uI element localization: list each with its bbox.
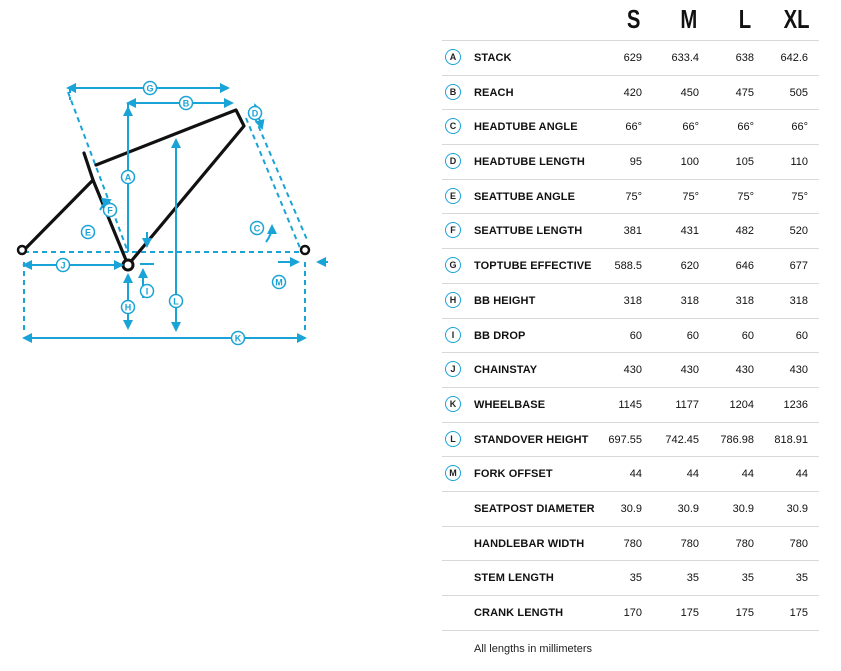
row-letter-badge: G <box>445 257 461 273</box>
row-letter-badge: B <box>445 84 461 100</box>
svg-text:A: A <box>124 172 132 183</box>
size-m-header: M <box>680 4 698 34</box>
badge-l <box>170 295 183 308</box>
row-letter-badge: I <box>445 327 461 343</box>
table-row <box>442 41 819 76</box>
dropout-front <box>301 246 309 254</box>
cell-size-s: 697.55 <box>608 433 642 446</box>
cell-size-l: 786.98 <box>720 433 754 446</box>
cell-size-s: 629 <box>623 52 642 64</box>
cell-size-l: 638 <box>735 52 754 64</box>
table-row <box>442 110 819 145</box>
cell-size-m: 100 <box>680 156 699 169</box>
row-label: HEADTUBE ANGLE <box>474 121 578 134</box>
cell-size-xl: 505 <box>789 86 808 99</box>
cell-size-xl: 430 <box>789 364 808 377</box>
table-row <box>442 457 819 492</box>
badge-b <box>180 97 193 110</box>
table-row <box>442 319 819 354</box>
dropout-rear <box>18 246 26 254</box>
cell-size-s: 420 <box>623 86 642 99</box>
row-label: WHEELBASE <box>474 398 546 411</box>
row-label: SEATPOST DIAMETER <box>474 502 595 515</box>
cell-size-xl: 1236 <box>783 398 808 411</box>
cell-size-m: 431 <box>680 225 699 238</box>
cell-size-m: 633.4 <box>671 52 699 64</box>
cell-size-l: 44 <box>741 468 754 481</box>
cell-size-s: 780 <box>623 537 642 550</box>
row-label: CHAINSTAY <box>474 364 538 377</box>
svg-text:H: H <box>124 302 132 313</box>
svg-text:M: M <box>275 277 283 288</box>
cell-size-s: 430 <box>623 364 642 377</box>
cell-size-xl: 520 <box>789 225 808 238</box>
badge-i <box>141 285 154 298</box>
table-row <box>442 249 819 284</box>
cell-size-l: 482 <box>735 225 754 238</box>
cell-size-xl: 60 <box>795 329 808 342</box>
cell-size-l: 175 <box>735 607 754 619</box>
cell-size-m: 620 <box>680 260 699 273</box>
cell-size-l: 318 <box>735 294 754 307</box>
table-row <box>442 284 819 319</box>
row-letter-badge: J <box>445 361 461 377</box>
table-row <box>442 180 819 215</box>
row-label: SEATTUBE LENGTH <box>474 225 583 238</box>
row-label: HANDLEBAR WIDTH <box>474 537 585 550</box>
row-letter-badge: C <box>445 118 461 134</box>
table-row <box>442 145 819 180</box>
row-label: HEADTUBE LENGTH <box>474 156 585 169</box>
table-row <box>442 527 819 562</box>
badge-g <box>144 82 157 95</box>
size-s-header: S <box>626 4 641 34</box>
cell-size-l: 105 <box>735 156 754 169</box>
table-row <box>442 388 819 423</box>
svg-text:K: K <box>234 333 242 344</box>
cell-size-m: 35 <box>686 572 699 585</box>
row-label: STANDOVER HEIGHT <box>474 433 589 446</box>
badge-d <box>249 107 262 120</box>
svg-text:C: C <box>253 223 261 234</box>
badge-j <box>57 259 70 272</box>
cell-size-xl: 642.6 <box>780 52 808 64</box>
cell-size-l: 430 <box>735 364 754 377</box>
svg-text:F: F <box>107 205 113 216</box>
cell-size-s: 35 <box>629 572 642 585</box>
table-row <box>442 561 819 596</box>
row-letter-badge: E <box>445 188 461 204</box>
cell-size-xl: 44 <box>795 468 808 481</box>
cell-size-m: 1177 <box>675 398 699 411</box>
cell-size-m: 780 <box>680 537 699 550</box>
cell-size-l: 66° <box>737 121 754 134</box>
cell-size-xl: 110 <box>790 156 808 169</box>
svg-text:J: J <box>60 260 66 271</box>
units-footnote: All lengths in millimeters <box>474 643 592 655</box>
badge-h <box>122 301 135 314</box>
svg-text:B: B <box>182 98 190 109</box>
svg-text:G: G <box>146 83 154 94</box>
row-letter-badge: L <box>445 431 461 447</box>
cell-size-s: 381 <box>623 225 642 238</box>
row-letter-badge: K <box>445 396 461 412</box>
row-label: BB DROP <box>474 329 526 342</box>
row-letter-badge: D <box>445 153 461 169</box>
badge-m <box>273 276 286 289</box>
row-label: TOPTUBE EFFECTIVE <box>474 260 592 273</box>
table-row <box>442 596 819 631</box>
cell-size-m: 44 <box>686 468 699 481</box>
svg-text:D: D <box>251 108 259 119</box>
bottom-bracket <box>123 260 133 270</box>
size-xl-header: XL <box>783 4 810 34</box>
cell-size-xl: 780 <box>789 537 808 550</box>
cell-size-m: 175 <box>680 607 699 619</box>
cell-size-s: 170 <box>623 607 642 619</box>
cell-size-l: 1204 <box>729 398 754 411</box>
cell-size-s: 66° <box>625 121 642 134</box>
row-letter-badge: H <box>445 292 461 308</box>
svg-text:I: I <box>145 286 149 297</box>
cell-size-l: 35 <box>741 572 754 585</box>
row-letter-badge: M <box>445 465 461 481</box>
bike-frame <box>24 110 244 265</box>
cell-size-s: 1145 <box>618 398 642 411</box>
table-row <box>442 492 819 527</box>
cell-size-s: 318 <box>623 294 642 307</box>
cell-size-xl: 30.9 <box>786 502 808 515</box>
cell-size-s: 75° <box>625 190 642 203</box>
cell-size-xl: 66° <box>791 121 808 134</box>
size-header-row <box>442 0 819 41</box>
badge-k <box>232 332 245 345</box>
table-row <box>442 423 819 458</box>
row-label: REACH <box>474 86 514 99</box>
cell-size-s: 588.5 <box>614 260 642 273</box>
cell-size-s: 30.9 <box>620 502 642 515</box>
size-l-header: L <box>738 4 752 34</box>
cell-size-s: 60 <box>629 329 642 342</box>
cell-size-xl: 35 <box>795 572 808 585</box>
badge-a <box>122 171 135 184</box>
cell-size-xl: 318 <box>789 294 808 307</box>
svg-text:L: L <box>173 296 179 307</box>
row-label: SEATTUBE ANGLE <box>474 190 576 203</box>
cell-size-s: 95 <box>629 156 642 169</box>
cell-size-l: 30.9 <box>732 502 754 515</box>
table-row <box>442 76 819 111</box>
badge-f <box>104 204 117 217</box>
svg-text:E: E <box>84 227 92 238</box>
row-label: STEM LENGTH <box>474 572 554 585</box>
cell-size-xl: 818.91 <box>774 433 808 446</box>
cell-size-xl: 175 <box>789 607 808 619</box>
row-letter-badge: F <box>445 222 461 238</box>
cell-size-l: 60 <box>741 329 754 342</box>
cell-size-l: 780 <box>735 537 754 550</box>
cell-size-l: 75° <box>737 190 754 203</box>
cell-size-m: 742.45 <box>665 433 699 446</box>
cell-size-m: 60 <box>686 329 699 342</box>
badge-c <box>251 222 264 235</box>
cell-size-l: 475 <box>735 86 754 99</box>
cell-size-xl: 75° <box>791 190 808 203</box>
table-row <box>442 214 819 249</box>
cell-size-m: 430 <box>680 364 699 377</box>
frame-geometry-diagram <box>10 70 340 360</box>
cell-size-s: 44 <box>629 468 642 481</box>
badge-e <box>82 226 95 239</box>
cell-size-m: 66° <box>682 121 699 134</box>
cell-size-m: 75° <box>682 190 699 203</box>
row-letter-badge: A <box>445 49 461 65</box>
row-label: FORK OFFSET <box>474 468 553 481</box>
cell-size-m: 318 <box>680 294 699 307</box>
row-label: CRANK LENGTH <box>474 607 564 619</box>
cell-size-xl: 677 <box>789 260 808 273</box>
cell-size-l: 646 <box>735 260 754 273</box>
table-body <box>442 41 819 631</box>
cell-size-m: 30.9 <box>677 502 699 515</box>
geometry-table <box>442 0 819 631</box>
table-row <box>442 353 819 388</box>
row-label: STACK <box>474 52 512 64</box>
cell-size-m: 450 <box>680 86 699 99</box>
row-label: BB HEIGHT <box>474 294 536 307</box>
